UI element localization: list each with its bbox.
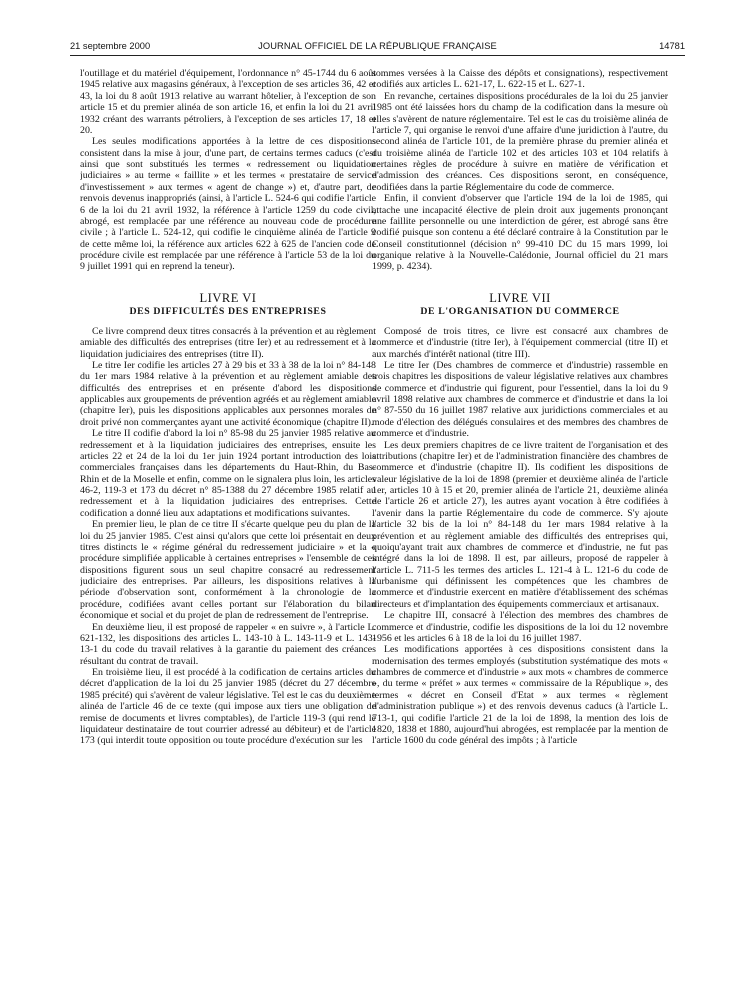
paragraph: En revanche, certaines dispositions procédurales de la loi du 25 janvier 1985 ont été laissées hors du champ de la codification dans la mesure où elles s'avèrent de nature réglementaire. Tel est le cas du troisième alinéa de l'article 7, qui organise le renvoi d'une affaire d'une juridiction à l'autre, du second alinéa de l'article 101, de la première phrase du premier alinéa et du troisième alinéa de l'article 102 et des articles 103 et 104 relatifs à certaines règles de procédure à suivre en matière de vérification et d'admission des créances. Ces dispositions seront, en conséquence, codifiées dans la partie Réglementaire du code de commerce. xyxy=(372,90,668,193)
livre-heading: LIVRE VII xyxy=(489,290,551,305)
livre-heading: LIVRE VI xyxy=(199,290,257,305)
right-column xyxy=(372,68,668,968)
paragraph: Les modifications apportées à ces dispositions consistent dans la modernisation des termes employés (substitution systématique des mots « chambres de commerce et d'industrie » aux mots « chambres de commerce », du terme « préfet » aux termes « commissaire de la République », des termes « décret en Conseil d'Etat » aux termes « règlement d'administration publique ») et des renvois devenus caducs (à l'article L. 713-1, qui codifie l'article 21 de la loi de 1898, la mention des lois de 1820, 1838 et 1880, aujourd'hui abrogées, est remplacée par la mention de l'article 1600 du code général des impôts ; à l'article xyxy=(372,644,668,747)
paragraph: Enfin, il convient d'observer que l'article 194 de la loi de 1985, qui attache une incapacité élective de plein droit aux jugements prononçant une faillite personnelle ou une interdiction de gérer, est abrogé sans être codifié puisque son contenu a été déclaré contraire à la Constitution par le Conseil constitutionnel (décision n° 99-410 DC du 15 mars 1999, loi organique relative à la Nouvelle-Calédonie, Journal officiel du 21 mars 1999, p. 4234). xyxy=(372,193,668,273)
paragraph: Ce livre comprend deux titres consacrés à la prévention et au règlement amiable des difficultés des entreprises (titre Ier) et au redressement et à la liquidation judiciaires des entreprises (titre II). xyxy=(80,325,376,360)
section-spacer xyxy=(80,273,376,291)
paragraph: l'outillage et du matériel d'équipement, l'ordonnance n° 45-1744 du 6 août 1945 relative aux magasins généraux, à l'exception de ses articles 36, 42 et 43, la loi du 8 août 1913 relative au warrant hôtelier, à l'exception de son article 15 et du premier alinéa de son article 16, et enfin la loi du 21 avril 1932 créant des warrants pétroliers, à l'exception de ses articles 17, 18 et 20. xyxy=(80,68,376,136)
section-spacer xyxy=(372,319,668,326)
paragraph: En troisième lieu, il est procédé à la codification de certains articles du décret d'application de la loi du 25 janvier 1985 (décret du 27 décembre 1985 précité) qui s'avèrent de valeur législative. Tel est le cas du deuxième alinéa de l'article 46 de ce texte (qui impose aux tiers une obligation de remise de documents et livres comptables), de l'article 119-3 (qui rend le liquidateur destinataire de tout courrier adressé au débiteur) et de l'article 173 (qui interdit toute opposition ou toute procédure d'exécution sur les xyxy=(80,667,376,747)
paragraph: Le titre II codifie d'abord la loi n° 85-98 du 25 janvier 1985 relative au redressement et à la liquidation judiciaires des entreprises, ensuite les articles 22 et 24 de la loi du 1er juin 1924 portant introduction des lois commerciales françaises dans les départements du Haut-Rhin, du Bas-Rhin et de la Moselle et enfin, comme on le signalera plus loin, les articles 46-2, 119-3 et 173 du décret n° 85-1388 du 27 décembre 1985 relatif au redressement et à la liquidation judiciaires des entreprises. Cette codification a donné lieu aux adaptations et modifications suivantes. xyxy=(80,428,376,519)
left-column xyxy=(80,68,376,968)
header-date: 21 septembre 2000 xyxy=(70,41,151,51)
paragraph: sommes versées à la Caisse des dépôts et consignations), respectivement codifiés aux articles L. 621-17, L. 622-15 et L. 627-1. xyxy=(372,68,668,91)
paragraph: En deuxième lieu, il est proposé de rappeler « en suivre », à l'article L. 621-132, les dispositions des articles L. 143-10 à L. 143-11-9 et L. 143-13-1 du code du travail relatives à la garantie du paiement des créances résultant du contrat de travail. xyxy=(80,621,376,667)
header-rule xyxy=(70,55,685,56)
section-spacer xyxy=(372,273,668,291)
paragraph: Composé de trois titres, ce livre est consacré aux chambres de commerce et d'industrie (titre Ier), à l'équipement commercial (titre II) et aux marchés d'intérêt national (titre III). xyxy=(372,325,668,360)
section-spacer xyxy=(80,319,376,326)
paragraph: Les seules modifications apportées à la lettre de ces dispositions consistent dans la mise à jour, d'une part, de certains termes caducs (c'est ainsi que sont substitués les termes « redressement ou liquidation judiciaires » au terme « faillite » et les termes « prestataire de service d'investissement » aux termes « agent de change ») et, d'autre part, de renvois devenus inappropriés (ainsi, à l'article L. 524-6 qui codifie l'article 6 de la loi du 21 avril 1932, la référence à l'article 1259 du code civil, abrogé, est remplacée par une référence au nouveau code de procédure civile ; à l'article L. 524-12, qui codifie le cinquième alinéa de l'article 9 de cette même loi, la référence aux articles 622 à 625 de l'ancien code de procédure civile est remplacée par une référence à l'article 53 de la loi du 9 juillet 1991 qui en reprend la teneur). xyxy=(80,136,376,273)
paragraph: Le chapitre III, consacré à l'élection des membres des chambres de commerce et d'industrie, codifie les dispositions de la loi du 12 novembre 1956 et les articles 6 à 18 de la loi du 16 juillet 1987. xyxy=(372,610,668,644)
paragraph: En premier lieu, le plan de ce titre II s'écarte quelque peu du plan de la loi du 25 janvier 1985. C'est ainsi qu'alors que cette loi présentait en deux titres distincts le « régime général du redressement judiciaire » et la « procédure simplifiée applicable à certaines entreprises » l'ensemble de ces dispositions figurent sous un seul chapitre consacré au redressement judiciaire des entreprises. Par ailleurs, les dispositions relatives à la période d'observation sont, conformément à la chronologie de la procédure, codifiées avant celles portant sur l'élaboration du bilan économique et social et du projet de plan de redressement de l'entreprise. xyxy=(80,519,376,622)
livre-title: DE L'ORGANISATION DU COMMERCE xyxy=(420,305,620,317)
header-page-number: 14781 xyxy=(659,41,685,51)
header-journal-title: JOURNAL OFFICIEL DE LA RÉPUBLIQUE FRANÇAISE xyxy=(258,41,497,51)
livre-title: DES DIFFICULTÉS DES ENTREPRISES xyxy=(129,305,327,317)
paragraph: Le titre Ier codifie les articles 27 à 29 bis et 33 à 38 de la loi n° 84-148 du 1er mars 1984 relative à la prévention et au règlement amiable des difficultés des entreprises et en présente d'abord les dispositions applicables aux groupements de prévention agréés et au règlement amiable (chapitre Ier), puis les dispositions applicables aux personnes morales de droit privé non commerçantes ayant une activité économique (chapitre II). xyxy=(80,359,376,428)
paragraph: Les deux premiers chapitres de ce livre traitent de l'organisation et des attributions (chapitre Ier) et de l'administration financière des chambres de commerce et d'industrie (chapitre II). Ils codifient les dispositions de valeur législative de la loi de 1898 (premier et deuxième alinéa de l'article 1er, articles 10 à 15 et 20, premier alinéa de l'article 21, deuxième alinéa de l'article 26 et article 27), les autres ayant vocation à être codifiées à l'avenir dans la partie Réglementaire du code de commerce. S'y ajoute l'article 32 bis de la loi n° 84-148 du 1er mars 1984 relative à la prévention et au règlement amiable des difficultés des entreprises qui, quoiqu'ayant trait aux chambres de commerce et d'industrie, ne fut pas intégré dans la loi de 1898. Il est, par ailleurs, proposé de rappeler à l'article L. 711-5 les termes des articles L. 121-4 à L. 121-6 du code de l'urbanisme qui définissent les compétences que les chambres de commerce et d'industrie exercent en matière d'établissement des schémas directeurs et d'implantation des équipements commerciaux et artisanaux. xyxy=(372,439,668,610)
paragraph: Le titre Ier (Des chambres de commerce et d'industrie) rassemble en trois chapitres les dispositions de valeur législative relatives aux chambres de commerce et d'industrie qui figurent, pour l'essentiel, dans la loi du 9 avril 1898 relative aux chambres de commerce et d'industrie et dans la loi n° 87-550 du 16 juillet 1987 relative aux juridictions commerciales et au mode d'élection des délégués consulaires et des membres des chambres de commerce et d'industrie. xyxy=(372,359,668,440)
